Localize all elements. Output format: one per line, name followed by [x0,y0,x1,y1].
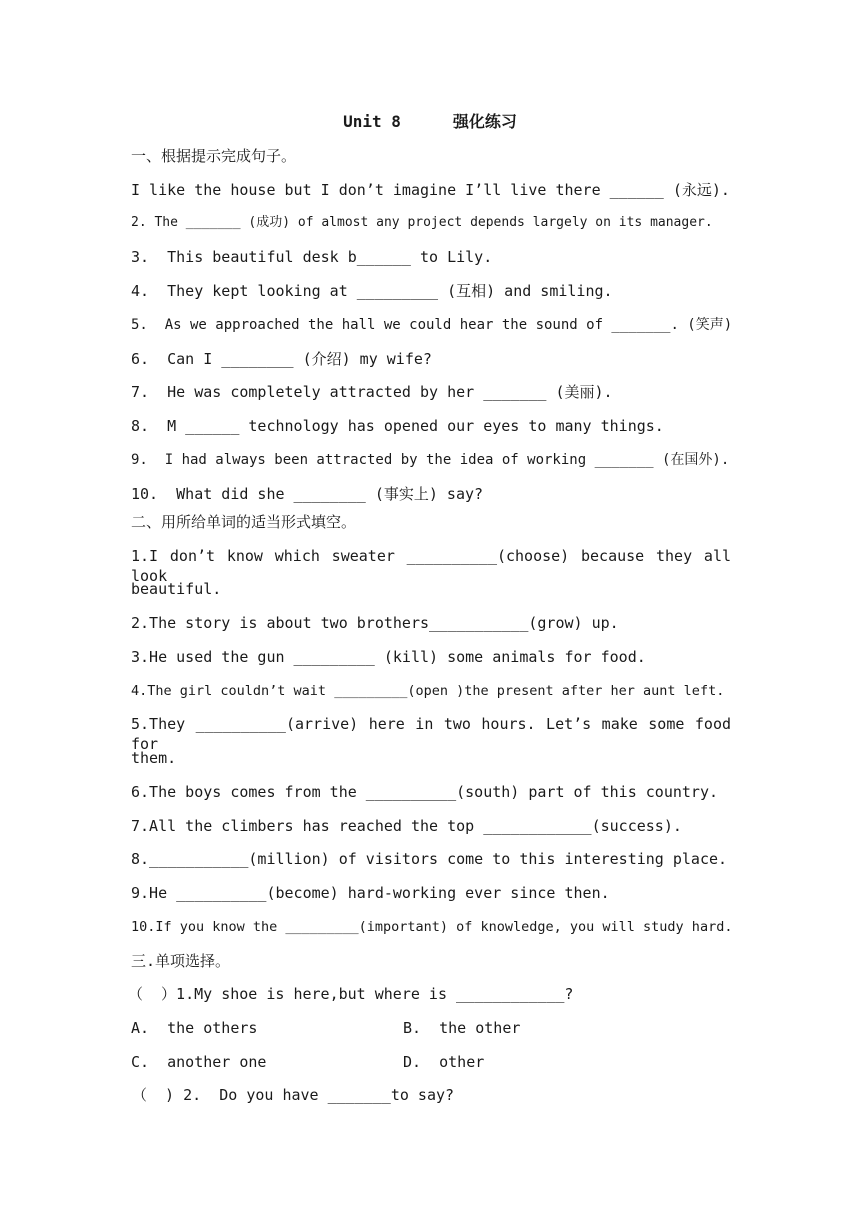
section2-item-10: 10.If you know the _________(important) of knowledge, you will study hard. [131,919,733,935]
section2-item-9: 9.He __________(become) hard-working ever since then. [131,884,610,902]
section2-item-6: 6.The boys comes from the __________(south) part of this country. [131,783,718,801]
q1-option-d: D. other [403,1053,485,1071]
section1-item-2: 2. The _______ (成功) of almost any project depends largely on its manager. [131,215,713,230]
page-title [0,112,860,132]
section1-item-5: 5. As we approached the hall we could hear the sound of _______. (笑声) [131,317,733,333]
section2-item-5-line1: 5.They __________(arrive) here in two hours. Let’s make some food for [131,715,731,753]
q1-option-a: A. the others [131,1019,258,1037]
section1-item-8: 8. M ______ technology has opened our eyes to many things. [131,417,664,435]
question-1: （ ）1.My shoe is here,but where is ____________? [128,985,574,1003]
section1-item-10: 10. What did she ________ (事实上) say? [131,485,484,503]
section2-item-1-line1: 1.I don’t know which sweater __________(choose) because they all look [131,547,731,585]
unit-label: Unit 8 [343,112,401,131]
section2-item-8: 8.___________(million) of visitors come to this interesting place. [131,850,728,868]
section1-heading: 一、根据提示完成句子。 [131,147,297,165]
section2-item-7: 7.All the climbers has reached the top ____________(success). [131,817,682,835]
section1-item-3: 3. This beautiful desk b______ to Lily. [131,248,493,266]
section1-item-1: I like the house but I don’t imagine I’ll live there ______ (永远). [131,181,730,199]
section2-item-1-line2: beautiful. [131,580,222,598]
section2-heading: 二、用所给单词的适当形式填空。 [131,513,357,531]
section3-heading: 三.单项选择。 [131,952,231,970]
q1-option-b: B. the other [403,1019,521,1037]
section2-item-4: 4.The girl couldn’t wait _________(open )the present after her aunt left. [131,683,725,699]
q1-option-c: C. another one [131,1053,267,1071]
section1-item-7: 7. He was completely attracted by her _______ (美丽). [131,383,613,401]
section1-item-4: 4. They kept looking at _________ (互相) and smiling. [131,282,613,300]
section2-item-3: 3.He used the gun _________ (kill) some animals for food. [131,648,646,666]
section1-item-6: 6. Can I ________ (介绍) my wife? [131,350,432,368]
title-name: 强化练习 [452,112,517,131]
section2-item-2: 2.The story is about two brothers___________(grow) up. [131,614,619,632]
section2-item-5-line2: them. [131,749,177,767]
section1-item-9: 9. I had always been attracted by the idea of working _______ (在国外). [131,452,730,468]
question-2: （ ) 2. Do you have _______to say? [132,1086,455,1104]
